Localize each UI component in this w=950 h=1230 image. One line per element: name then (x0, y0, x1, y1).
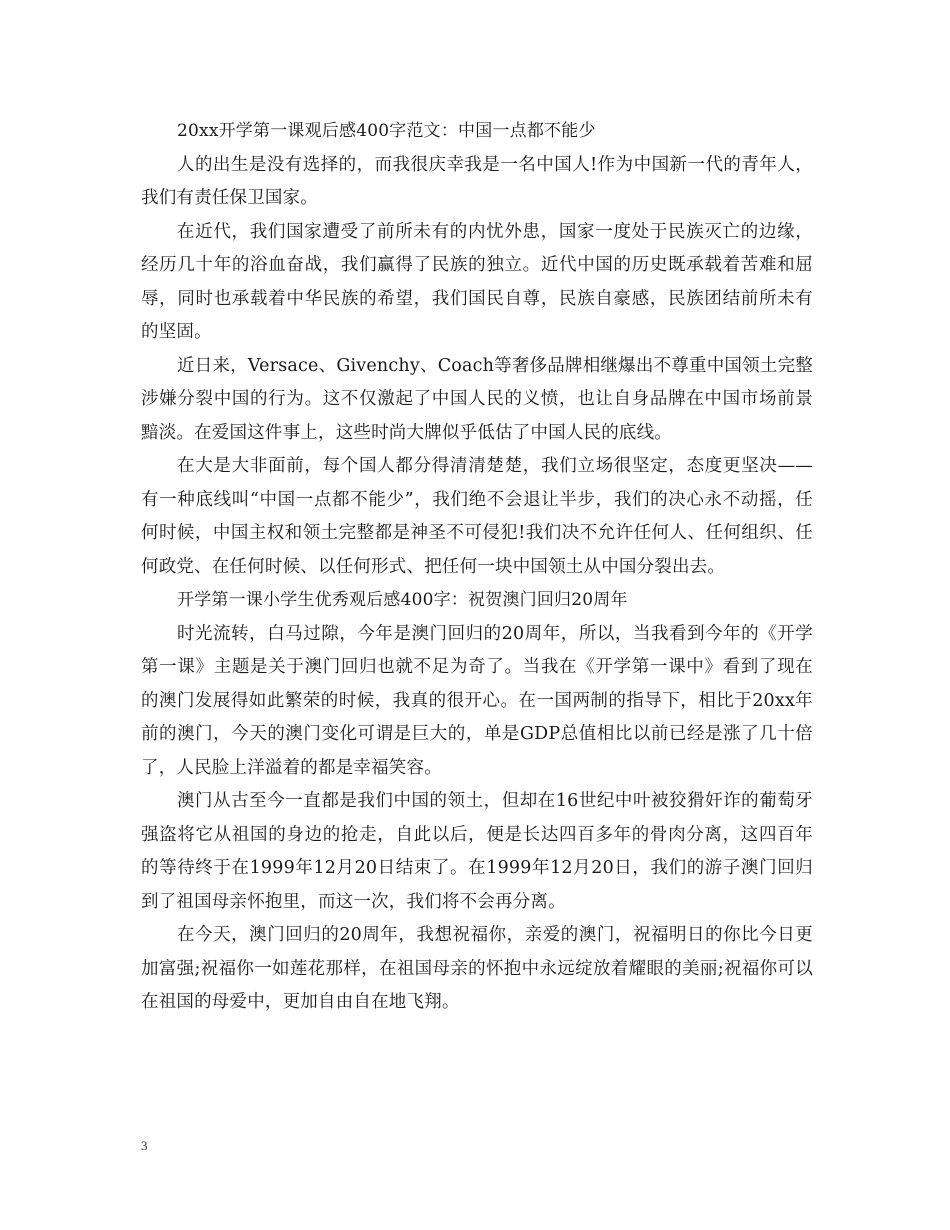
page-number: 3 (141, 1138, 148, 1153)
paragraph: 人的出生是没有选择的，而我很庆幸我是一名中国人!作为中国新一代的青年人，我们有责任保卫国家。 (141, 154, 813, 208)
document-body (141, 115, 813, 1020)
paragraph: 在今天，澳门回归的20周年，我想祝福你，亲爱的澳门，祝福明日的你比今日更加富强;祝福你一如莲花那样，在祖国母亲的怀抱中永远绽放着耀眼的美丽;祝福你可以在祖国的母爱中，更加自由自在地飞翔。 (141, 925, 813, 1012)
paragraph: 在大是大非面前，每个国人都分得清清楚楚，我们立场很坚定，态度更坚决——有一种底线叫“中国一点都不能少”，我们绝不会退让半步，我们的决心永不动摇，任何时候，中国主权和领土完整都是神圣不可侵犯!我们决不允许任何人、任何组织、任何政党、在任何时候、以任何形式、把任何一块中国领土从中国分裂出去。 (141, 456, 813, 577)
article-heading-2: 开学第一课小学生优秀观后感400字：祝贺澳门回归20周年 (177, 590, 628, 610)
paragraph: 近日来，Versace、Givenchy、Coach等奢侈品牌相继爆出不尊重中国领土完整涉嫌分裂中国的行为。这不仅激起了中国人民的义愤，也让自身品牌在中国市场前景黯淡。在爱国这件事上，这些时尚大牌似乎低估了中国人民的底线。 (141, 355, 813, 443)
paragraph: 在近代，我们国家遭受了前所未有的内忧外患，国家一度处于民族灭亡的边缘，经历几十年的浴血奋战，我们赢得了民族的独立。近代中国的历史既承载着苦难和屈辱，同时也承载着中华民族的希望，我们国民自尊，民族自豪感，民族团结前所未有的坚固。 (141, 221, 813, 342)
paragraph: 澳门从古至今一直都是我们中国的领土，但却在16世纪中叶被狡猾奸诈的葡萄牙强盗将它从祖国的身边的抢走，自此以后，便是长达四百多年的骨肉分离，这四百年的等待终于在1999年12月20日结束了。在1999年12月20日，我们的游子澳门回归到了祖国母亲怀抱里，而这一次，我们将不会再分离。 (141, 791, 813, 912)
article-heading-1: 20xx开学第一课观后感400字范文：中国一点都不能少 (177, 121, 596, 141)
paragraph: 时光流转，白马过隙，今年是澳门回归的20周年，所以，当我看到今年的《开学第一课》主题是关于澳门回归也就不足为奇了。当我在《开学第一课中》看到了现在的澳门发展得如此繁荣的时候，我真的很开心。在一国两制的指导下，相比于20xx年前的澳门，今天的澳门变化可谓是巨大的，单是GDP总值相比以前已经是涨了几十倍了，人民脸上洋溢着的都是幸福笑容。 (141, 623, 813, 778)
